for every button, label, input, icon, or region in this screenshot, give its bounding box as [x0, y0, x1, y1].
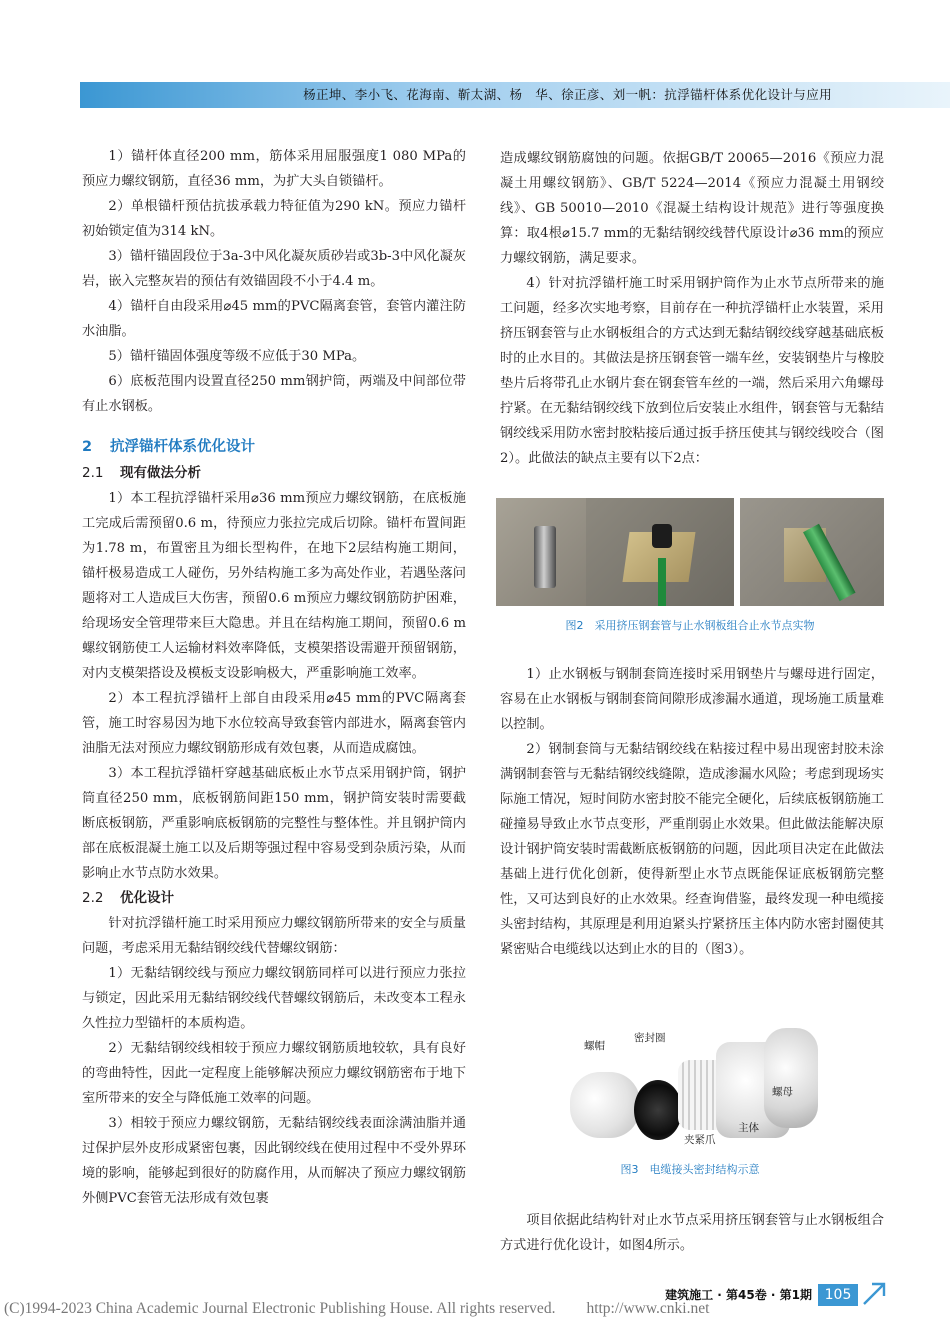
nut-cap-part — [570, 1072, 640, 1138]
section-number: 2 — [82, 439, 93, 455]
subsection-title: 现有做法分析 — [120, 465, 201, 481]
label-seal-ring: 密封圈 — [634, 1032, 666, 1044]
nut-part — [764, 1028, 818, 1128]
intro-item-1: 1）锚杆体直径200 mm，筋体采用屈服强度1 080 MPa的预应力螺纹钢筋，直径36 mm，为扩大头自锁锚杆。 — [82, 149, 466, 189]
steel-sleeve-shape — [534, 526, 556, 588]
page-number: 105 — [818, 1284, 858, 1306]
label-claw: 夹紧爪 — [684, 1134, 716, 1146]
right-column-top — [500, 146, 884, 471]
arrow-icon — [860, 1280, 888, 1308]
subsection-title: 优化设计 — [120, 890, 174, 906]
intro-item-2: 2）单根锚杆预估抗拔承载力特征值为290 kN。预应力锚杆初始锁定值为314 kN。 — [82, 199, 466, 239]
figure-2-caption: 图2 采用挤压钢套管与止水钢板组合止水节点实物 — [565, 619, 815, 632]
subsection-heading-2-1 — [82, 461, 466, 486]
figure-3-caption: 图3 电缆接头密封结构示意 — [620, 1163, 760, 1176]
analysis-item-2: 2）本工程抗浮锚杆上部自由段采用⌀45 mm的PVC隔离套管，施工时容易因为地下水位较高导致套管内部进水，隔离套管内油脂无法对预应力螺纹钢筋形成有效包裹，从而造成腐蚀。 — [82, 691, 466, 756]
optimization-intro: 针对抗浮锚杆施工时采用预应力螺纹钢筋所带来的安全与质量问题，考虑采用无黏结钢绞线代替螺纹钢筋： — [82, 916, 466, 956]
optimization-item-2: 2）无黏结钢绞线相较于预应力螺纹钢筋质地较软，具有良好的弯曲特性，因此一定程度上能够解决预应力螺纹钢筋密布于地下室所带来的安全与降低施工效率的问题。 — [82, 1041, 466, 1106]
seal-ring-part — [634, 1080, 682, 1140]
right-column-bottom — [500, 1208, 884, 1258]
label-nut: 螺母 — [772, 1086, 793, 1098]
running-header: 杨正坤、李小飞、花海南、靳太湖、杨 华、徐正彦、刘一帆：抗浮锚杆体系优化设计与应用 — [303, 87, 832, 102]
photo-installed — [740, 498, 884, 606]
subsection-number: 2.1 — [82, 465, 104, 481]
item-4-paragraph: 4）针对抗浮锚杆施工时采用钢护筒作为止水节点所带来的施工问题，经多次实地考察，目前存在一种抗浮锚杆止水装置，采用挤压钢套管与止水钢板组合的方式达到无黏结钢绞线穿越基础底板时的止水目的。其做法是挤压钢套管一端车丝，安装钢垫片与橡胶垫片后将带孔止水钢片套在钢套管车丝的一端，然后采用六角螺母拧紧。在无黏结钢绞线下放到位后安装止水组件，钢套管与无黏结钢绞线采用防水密封胶粘接后通过扳手挤压使其与钢绞线咬合（图2）。此做法的缺点主要有以下2点： — [500, 276, 884, 466]
intro-item-3: 3）锚杆锚固段位于3a-3中风化凝灰质砂岩或3b-3中风化凝灰岩，嵌入完整灰岩的预估有效锚固段不小于4.4 m。 — [82, 249, 466, 289]
section-heading — [82, 433, 466, 461]
drawback-item-1: 1）止水钢板与钢制套筒连接时采用钢垫片与螺母进行固定，容易在止水钢板与钢制套筒间隙形成渗漏水通道，现场施工质量难以控制。 — [500, 667, 884, 732]
right-column-middle — [500, 662, 884, 962]
section-title: 抗浮锚杆体系优化设计 — [110, 439, 255, 455]
figure-3-diagram — [560, 1020, 820, 1146]
label-body: 主体 — [738, 1122, 759, 1134]
intro-item-6: 6）底板范围内设置直径250 mm钢护筒，两端及中间部位带有止水钢板。 — [82, 374, 466, 414]
photo-plate — [586, 498, 734, 606]
figure-2-photos — [496, 498, 884, 606]
analysis-item-1: 1）本工程抗浮锚杆采用⌀36 mm预应力螺纹钢筋，在底板施工完成后需预留0.6 m，待预应力张拉完成后切除。锚杆布置间距为1.78 m，布置密且为细长型构件，在地下2层结构施工期间，锚杆极易造成工人碰伤，另外结构施工多为高处作业，若遇坠落问题将对工人造成巨大伤害，预留0.6 m预应力螺纹钢筋防护困难，给现场安全管理带来巨大隐患。并且在结构施工期间，预留0.6 m螺纹钢筋使工人运输材料效率降低，支模架搭设需避开预留钢筋，对内支模架搭设及模板支设影响极大，严重影响施工效率。 — [82, 491, 466, 681]
intro-item-4: 4）锚杆自由段采用⌀45 mm的PVC隔离套管，套管内灌注防水油脂。 — [82, 299, 466, 339]
optimization-item-1: 1）无黏结钢绞线与预应力螺纹钢筋同样可以进行预应力张拉与锁定，因此采用无黏结钢绞线代替螺纹钢筋后，未改变本工程永久性拉力型锚杆的本质构造。 — [82, 966, 466, 1031]
strand-shape — [658, 558, 666, 606]
label-nut-cap: 螺帽 — [584, 1040, 605, 1052]
analysis-item-3: 3）本工程抗浮锚杆穿越基础底板止水节点采用钢护筒，钢护筒直径250 mm，底板钢筋间距150 mm，钢护筒安装时需要截断底板钢筋，严重影响底板钢筋的完整性与整体性。并且钢护筒内部在底板混凝土施工以及后期等强过程中容易受到杂质污染，从而影响止水节点防水效果。 — [82, 766, 466, 881]
subsection-heading-2-2 — [82, 886, 466, 911]
continued-paragraph: 造成螺纹钢筋腐蚀的问题。依据GB/T 20065—2016《预应力混凝土用螺纹钢筋》、GB/T 5224—2014《预应力混凝土用钢绞线》、GB 50010—2010《混凝土结构设计规范》进行等强度换算：取4根⌀15.7 mm的无黏结钢绞线替代原设计⌀36 mm的预应力螺纹钢筋，满足要求。 — [500, 151, 884, 266]
drawback-item-2: 2）钢制套筒与无黏结钢绞线在粘接过程中易出现密封胶未涂满钢制套管与无黏结钢绞线缝隙，造成渗漏水风险；考虑到现场实际施工情况，短时间防水密封胶不能完全硬化，后续底板钢筋施工碰撞易导致止水节点变形，严重削弱止水效果。但此做法能解决原设计钢护筒安装时需截断底板钢筋的问题，因此项目决定在此做法基础上进行优化创新，使得新型止水节点既能保证底板钢筋完整性，又可达到良好的止水效果。经查询借鉴，最终发现一种电缆接头密封结构，其原理是利用迫紧头拧紧挤压主体内防水密封圈使其紧密贴合电缆线以达到止水的目的（图3）。 — [500, 742, 884, 957]
intro-item-5: 5）锚杆锚固体强度等级不应低于30 MPa。 — [108, 349, 366, 364]
optimization-item-3: 3）相较于预应力螺纹钢筋，无黏结钢绞线表面涂满油脂并通过保护层外皮形成紧密包裹，因此钢绞线在使用过程中不受外界环境的影响，能够起到很好的防腐作用，从而解决了预应力螺纹钢筋外侧PVC套管无法形成有效包裹 — [82, 1116, 466, 1206]
subsection-number: 2.2 — [82, 890, 104, 906]
copyright-watermark: (C)1994-2023 China Academic Journal Electronic Publishing House. All rights reserved. http://www.cnki.net — [4, 1300, 710, 1317]
final-paragraph: 项目依据此结构针对止水节点采用挤压钢套管与止水钢板组合方式进行优化设计，如图4所示。 — [500, 1213, 884, 1253]
journal-footer: 建筑施工 · 第45卷 · 第1期 — [665, 1288, 812, 1302]
left-column — [82, 144, 466, 1211]
nut-shape — [652, 524, 672, 548]
